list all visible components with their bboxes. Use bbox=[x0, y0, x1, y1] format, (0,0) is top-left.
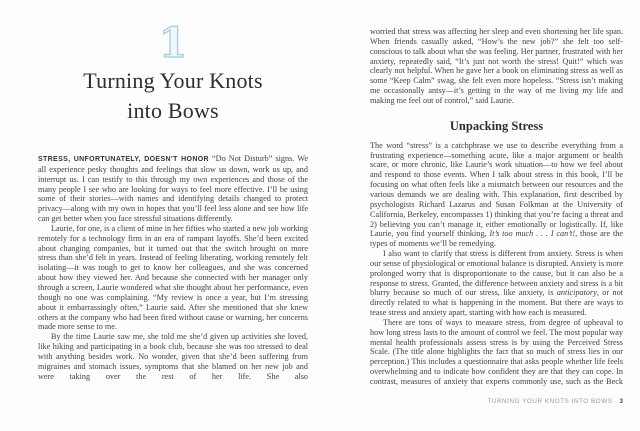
lead-in-phrase: STRESS, UNFORTUNATELY, DOESN’T HONOR bbox=[38, 156, 209, 163]
page-left bbox=[38, 0, 308, 431]
paragraph: There are tons of ways to measure stress, from degree of upheaval to how long stress lasts to the amount of control we feel. The most popular way mental health professionals assess stress is by using the Perceived Stress Scale. (The title alone highlights the fact that so much of stress lies in our perception.) This includes a questionnaire that asks people whether life feels overwhelming and to indicate how confident they are that they can cope. In contrast, measures of anxiety that experts commonly use, such as the Beck bbox=[370, 317, 623, 386]
chapter-title-line2: into Bows bbox=[127, 98, 219, 123]
italic-phrase: It’s too much . . . I can’t! bbox=[489, 229, 576, 239]
running-head: TURNING YOUR KNOTS INTO BOWS bbox=[487, 398, 613, 405]
right-page-body bbox=[370, 27, 623, 387]
section-heading: Unpacking Stress bbox=[449, 118, 544, 133]
paragraph-text: , those are the types of moments we’ll be remedying. bbox=[370, 229, 623, 249]
paragraph: By the time Laurie saw me, she told me she’d given up activities she loved, like hiking and participating in a book club, because she was too stressed to deal with anything besides work. No wonder, given that she’d been suffering from migraines and stomach issues, symptoms that she blamed on her new job and were taking over the rest of her life. She also bbox=[38, 332, 308, 381]
paragraph-opening bbox=[38, 154, 308, 224]
paragraph-text: “Do Not Disturb” signs. We all experience pesky thoughts and feelings that slow us down, work us up, and interrupt us. I can testify to this through my own experiences and those of the many people I see who are looking for ways to feel more effective. I’ll be using some of their stories—with names and identifying details changed to protect privacy—along with my own in hopes that you’ll feel less alone and see how life can get better when you face stressful situations differently. bbox=[38, 154, 308, 224]
chapter-number: 1 bbox=[158, 19, 188, 67]
paragraph-text: The word “stress” is a catchphrase we use to describe everything from a frustrating experience—something acute, like a major argument or health scare, or more chronic, like Laurie’s work situation—to how we feel about and respond to those events. When I talk about stress in this book, I’ll be focusing on what often feels like a mismatch between our resources and the various demands we are dealing with. This explanation, first described by psychologists Richard Lazarus and Susan Folkman at the University of California, Berkeley, encompasses 1) thinking that you’re facing a threat and 2) believing you can’t manage it, either emotionally or logistically. If, like Laurie, you find yourself thinking, bbox=[370, 140, 623, 239]
paragraph-text: , or not directly related to what is happening in the moment. But there are ways to tease stress and anxiety apart, starting with how each is measured. bbox=[370, 288, 623, 318]
left-page-body bbox=[38, 154, 308, 381]
paragraph: worried that stress was affecting her sleep and even shortening her life span. When friends casually asked, “How’s the new job?” she felt too self-conscious to talk about what she was feeling. Her partner, frustrated with her anxiety, repeatedly said, “It’s just not worth the stress! Quit!” which was clearly not helpful. When he gave her a book on eliminating stress as well as some “Keep Calm” swag, she felt even more hopeless. “Stress isn’t making me occasionally antsy—it’s getting in the way of me living my life and making me feel out of control,” said Laurie. bbox=[370, 27, 623, 105]
paragraph-text: I also want to clarify that stress is different from anxiety. Stress is when our sense of physiological or emotional balance is disrupted. Anxiety is more prolonged worry that is disproportionate to the cause, but it can also be a response to stress. Granted, the difference between anxiety and stress is a bit blurry because so much of our stress, like anxiety, is bbox=[370, 249, 623, 298]
page-footer bbox=[370, 398, 623, 405]
italic-word: anticipatory bbox=[556, 288, 597, 298]
page-right bbox=[370, 0, 623, 431]
page-number: 3 bbox=[619, 398, 623, 405]
paragraph: Laurie, for one, is a client of mine in her fifties who started a new job working remotely for a technology firm in an era of rampant layoffs. She’d been excited about changing companies, but it turned out that the switch brought on more stress than she’d felt in years. Instead of feeling liberating, working remotely felt isolating—it was tough to get to know her colleagues, and she was concerned about how they viewed her. And because she connected with her manager only through a screen, Laurie wondered what she thought about her performance, even though no one was complaining. “My review is once a year, but I’m stressing about it embarrassingly often,” Laurie said. After she mentioned that she knew others at the company who had been fired without cause or warning, her concerns made more sense to me. bbox=[38, 223, 308, 332]
chapter-title-line1: Turning Your Knots bbox=[83, 68, 263, 93]
paragraph bbox=[370, 141, 623, 249]
chapter-title bbox=[38, 66, 308, 126]
paragraph bbox=[370, 249, 623, 318]
